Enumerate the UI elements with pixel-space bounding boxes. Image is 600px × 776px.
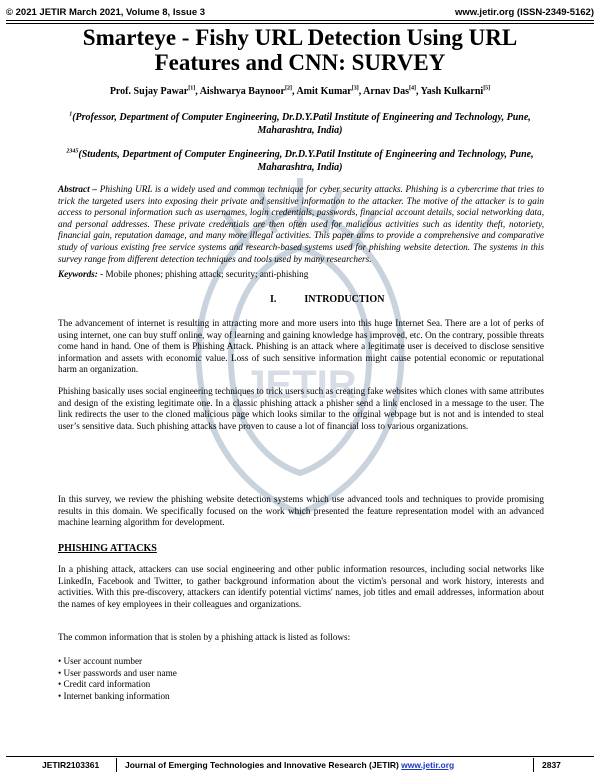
keywords-text: Mobile phones; phishing attack; security; anti-phishing bbox=[105, 269, 309, 279]
author: Amit Kumar bbox=[296, 86, 352, 97]
paragraph: Phishing basically uses social engineering techniques to trick users such as creating fake websites which clones with same attributes and design of the existing legitimate one. In a classic phishing attack a phisher send a link enclosed in a message to the user. The link redirects the user to the cloned malicious page which looks similar to the original webpage but is not and is intended to steal user’s sensitive data. Such phishing attacks have proven to cause a lot of financial loss to various organizations. bbox=[58, 386, 544, 431]
affiliation-text: (Professor, Department of Computer Engineering, Dr.D.Y.Patil Institute of Engineering and Technology, Pune, Maharashtra, India) bbox=[72, 112, 531, 136]
affiliation-students bbox=[50, 148, 550, 174]
author: Arnav Das bbox=[363, 86, 410, 97]
author-ref: [2] bbox=[284, 85, 292, 92]
abstract bbox=[58, 184, 544, 265]
journal-name bbox=[117, 760, 533, 770]
title-line-1: Smarteye - Fishy URL Detection Using URL bbox=[82, 25, 518, 50]
header-right: www.jetir.org (ISSN-2349-5162) bbox=[454, 6, 594, 18]
title-line-2: Features and CNN: SURVEY bbox=[154, 50, 446, 75]
paragraph: In this survey, we review the phishing website detection systems which use advanced tools and techniques to provide promising results in this domain. We specifically focused on the work which presented the feature representation model with an advanced machine learning algorithm for development. bbox=[58, 494, 544, 528]
affiliation-professor bbox=[50, 111, 550, 137]
abstract-label: Abstract – bbox=[58, 184, 97, 194]
list-item: • User passwords and user name bbox=[58, 668, 177, 680]
abstract-text: Phishing URL is a widely used and common technique for cyber security attacks. Phishing is a cybercrime that tries to trick the targeted users into exposing their private and sensitive information to the attacker. The motive of the attacker is to gain access to personal information such as usernames, login credentials, passwords, financial account details, social networking data, and personal addresses. These private credentials are then often used for malicious activities such as identity theft, notoriety, financial gain, reputation damage, and many more illegal activities. This paper aims to provide a comprehensive and comparative study of various existing free service systems and research-based systems used for phishing website detection. The systems in this survey range from different detection techniques and tools used by many researchers. bbox=[58, 184, 544, 264]
header-rule bbox=[6, 20, 594, 24]
paragraph: In a phishing attack, attackers can use social engineering and other public information resources, including social networks like LinkedIn, Facebook and Twitter, to gather background information about the victim's personal and work history, interests and activities. With this pre-discovery, attackers can identify potential victims' names, job titles and email addresses, information about the names of key employees in their colleagues and organizations. bbox=[58, 564, 544, 609]
paragraph: The advancement of internet is resulting in attracting more and more users into this huge Internet Sea. There are a lot of perks of using internet, one can buy stuff online, way of learning and gaining knowledge has improved, etc. On the contrary, possible threats come hand in hand. One of them is Phishing Attack. Phishing is an attack where a legitimate user is deceived to disclose sensitive information and assets with economic value. Loss of such sensitive information might cause potential economic or reputational harm an organization. bbox=[58, 318, 544, 375]
paragraph: The common information that is stolen by a phishing attack is listed as follows: bbox=[58, 632, 351, 642]
author: Prof. Sujay Pawar bbox=[109, 86, 189, 97]
section-heading-introduction bbox=[270, 294, 384, 305]
running-footer bbox=[6, 756, 594, 772]
running-header bbox=[6, 4, 594, 20]
paper-title bbox=[20, 25, 580, 75]
list-item: • Credit card information bbox=[58, 679, 177, 691]
author-ref: [4] bbox=[409, 85, 417, 92]
header-left: © 2021 JETIR March 2021, Volume 8, Issue 3 bbox=[6, 6, 206, 18]
author-ref: [5] bbox=[483, 85, 491, 92]
affiliation-mark: 1 bbox=[69, 111, 73, 118]
subheading-phishing-attacks: PHISHING ATTACKS bbox=[58, 543, 157, 554]
page-number: 2837 bbox=[542, 759, 561, 770]
affiliation-text: (Students, Department of Computer Engineering, Dr.D.Y.Patil Institute of Engineering and Technology, Pune, Maharashtra, India) bbox=[78, 149, 534, 173]
stolen-info-list bbox=[58, 656, 177, 702]
keywords bbox=[58, 269, 308, 279]
paper-code: JETIR2103361 bbox=[42, 759, 100, 770]
author: Yash Kulkarni bbox=[420, 86, 484, 97]
author-ref: [1] bbox=[188, 85, 196, 92]
keywords-label: Keywords: - bbox=[58, 269, 104, 279]
list-item: • User account number bbox=[58, 656, 177, 668]
author-ref: [3] bbox=[351, 85, 359, 92]
section-number: I. bbox=[270, 294, 277, 305]
list-item: • Internet banking information bbox=[58, 691, 177, 703]
affiliation-mark: 2345 bbox=[66, 148, 79, 155]
author: Aishwarya Baynoor bbox=[199, 86, 285, 97]
journal-title: Journal of Emerging Technologies and Innovative Research (JETIR) bbox=[125, 759, 399, 770]
journal-link[interactable]: www.jetir.org bbox=[401, 759, 455, 770]
watermark-text: JETIR bbox=[243, 363, 357, 407]
section-title: INTRODUCTION bbox=[304, 294, 385, 305]
author-list: Prof. Sujay Pawar[1], Aishwarya Baynoor[2], Amit Kumar[3], Arnav Das[4], Yash Kulkarni[5] bbox=[109, 85, 491, 97]
